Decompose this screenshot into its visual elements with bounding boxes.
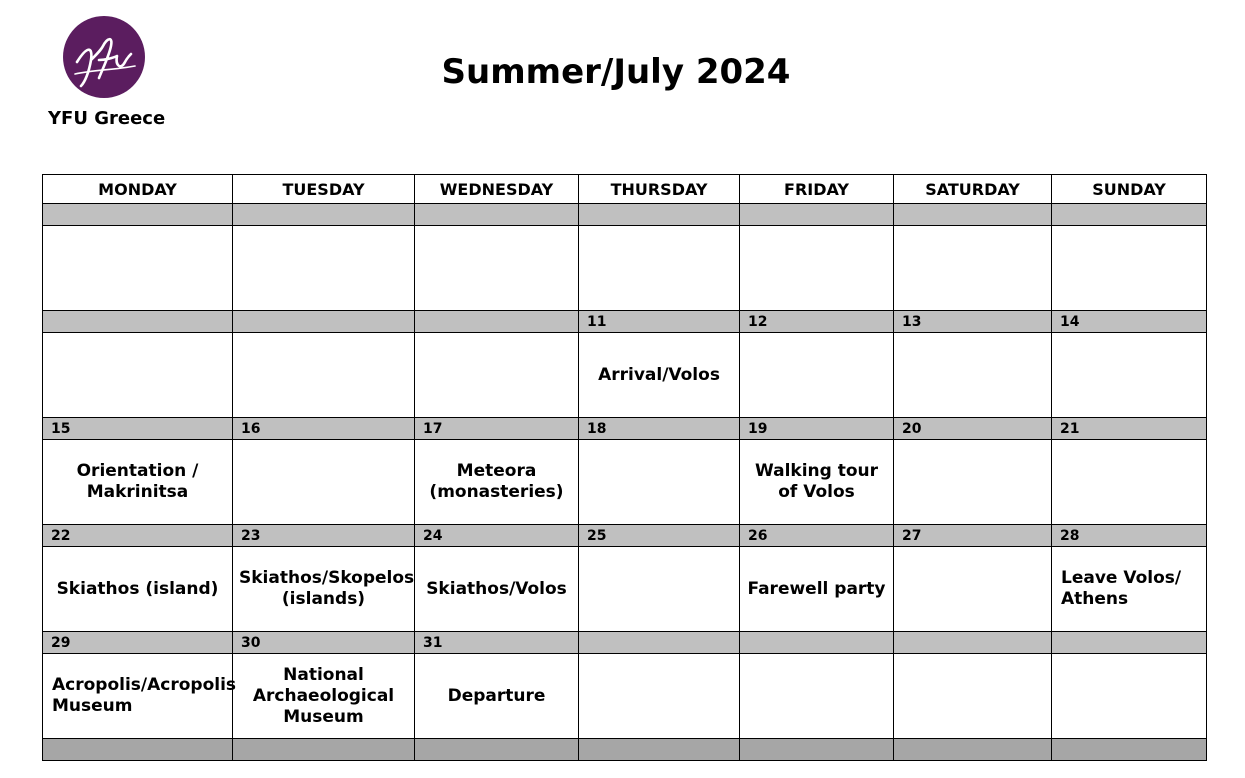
day-header-row — [43, 175, 1207, 204]
event-row — [43, 654, 1207, 739]
event-cell — [740, 226, 894, 311]
date-row — [43, 525, 1207, 547]
date-cell: 18 — [579, 418, 740, 440]
date-row — [43, 311, 1207, 333]
event-row — [43, 440, 1207, 525]
date-cell — [233, 204, 415, 226]
date-cell: 21 — [1052, 418, 1207, 440]
day-header-sunday: SUNDAY — [1052, 175, 1207, 204]
footer-row — [43, 739, 1207, 761]
event-text: Orientation / Makrinitsa — [76, 461, 199, 502]
date-cell — [43, 311, 233, 333]
event-cell — [233, 440, 415, 525]
date-cell: 13 — [894, 311, 1052, 333]
event-cell — [1052, 440, 1207, 525]
date-cell: 25 — [579, 525, 740, 547]
event-cell-skopelos: Skiathos/Skopelos (islands) — [233, 547, 415, 632]
footer-cell — [579, 739, 740, 761]
date-cell: 14 — [1052, 311, 1207, 333]
date-cell: 19 — [740, 418, 894, 440]
event-cell — [894, 547, 1052, 632]
event-cell-orientation — [43, 440, 233, 525]
date-row — [43, 632, 1207, 654]
date-cell: 28 — [1052, 525, 1207, 547]
date-cell — [233, 311, 415, 333]
date-cell — [415, 311, 579, 333]
date-cell: 26 — [740, 525, 894, 547]
event-row — [43, 333, 1207, 418]
page-title: Summer/July 2024 — [441, 52, 791, 92]
footer-cell — [740, 739, 894, 761]
event-cell — [579, 654, 740, 739]
date-cell — [579, 632, 740, 654]
event-cell — [740, 333, 894, 418]
date-row — [43, 418, 1207, 440]
event-row — [43, 226, 1207, 311]
date-cell: 12 — [740, 311, 894, 333]
event-cell-museum: National Archaeological Museum — [233, 654, 415, 739]
event-cell — [43, 226, 233, 311]
day-header-monday: MONDAY — [43, 175, 233, 204]
date-cell: 20 — [894, 418, 1052, 440]
date-cell: 23 — [233, 525, 415, 547]
date-cell — [740, 204, 894, 226]
event-cell — [894, 654, 1052, 739]
date-cell: 17 — [415, 418, 579, 440]
event-cell-skiathos: Skiathos (island) — [43, 547, 233, 632]
event-cell-farewell: Farewell party — [740, 547, 894, 632]
date-cell: 24 — [415, 525, 579, 547]
date-cell: 29 — [43, 632, 233, 654]
day-header-tuesday: TUESDAY — [233, 175, 415, 204]
date-cell — [415, 204, 579, 226]
date-cell — [1052, 632, 1207, 654]
date-cell — [894, 632, 1052, 654]
calendar-table — [42, 174, 1207, 761]
org-name: YFU Greece — [48, 108, 166, 129]
event-cell — [894, 226, 1052, 311]
date-cell: 27 — [894, 525, 1052, 547]
day-header-saturday: SATURDAY — [894, 175, 1052, 204]
event-cell — [233, 226, 415, 311]
event-cell — [579, 440, 740, 525]
event-cell — [43, 333, 233, 418]
date-cell: 15 — [43, 418, 233, 440]
day-header-thursday: THURSDAY — [579, 175, 740, 204]
event-cell — [894, 333, 1052, 418]
event-cell-arrival: Arrival/Volos — [579, 333, 740, 418]
date-cell: 31 — [415, 632, 579, 654]
event-cell — [233, 333, 415, 418]
date-cell — [740, 632, 894, 654]
date-cell: 30 — [233, 632, 415, 654]
event-cell-leave-volos: Leave Volos/ Athens — [1052, 547, 1207, 632]
date-cell — [43, 204, 233, 226]
date-cell: 22 — [43, 525, 233, 547]
footer-cell — [43, 739, 233, 761]
date-row — [43, 204, 1207, 226]
event-cell-meteora: Meteora (monasteries) — [415, 440, 579, 525]
event-cell-skiathos-volos: Skiathos/Volos — [415, 547, 579, 632]
day-header-friday: FRIDAY — [740, 175, 894, 204]
event-cell-departure: Departure — [415, 654, 579, 739]
event-row — [43, 547, 1207, 632]
footer-cell — [894, 739, 1052, 761]
date-cell: 11 — [579, 311, 740, 333]
event-cell — [1052, 226, 1207, 311]
footer-cell — [1052, 739, 1207, 761]
day-header-wednesday: WEDNESDAY — [415, 175, 579, 204]
date-cell — [894, 204, 1052, 226]
event-cell-acropolis: Acropolis/Acropolis Museum — [43, 654, 233, 739]
event-cell — [415, 333, 579, 418]
event-cell — [579, 547, 740, 632]
date-cell — [579, 204, 740, 226]
footer-cell — [415, 739, 579, 761]
date-cell: 16 — [233, 418, 415, 440]
footer-cell — [233, 739, 415, 761]
date-cell — [1052, 204, 1207, 226]
event-cell — [415, 226, 579, 311]
event-cell — [740, 654, 894, 739]
event-cell — [1052, 654, 1207, 739]
event-cell — [1052, 333, 1207, 418]
event-cell-walking-tour: Walking tour of Volos — [740, 440, 894, 525]
event-cell — [579, 226, 740, 311]
event-cell — [894, 440, 1052, 525]
